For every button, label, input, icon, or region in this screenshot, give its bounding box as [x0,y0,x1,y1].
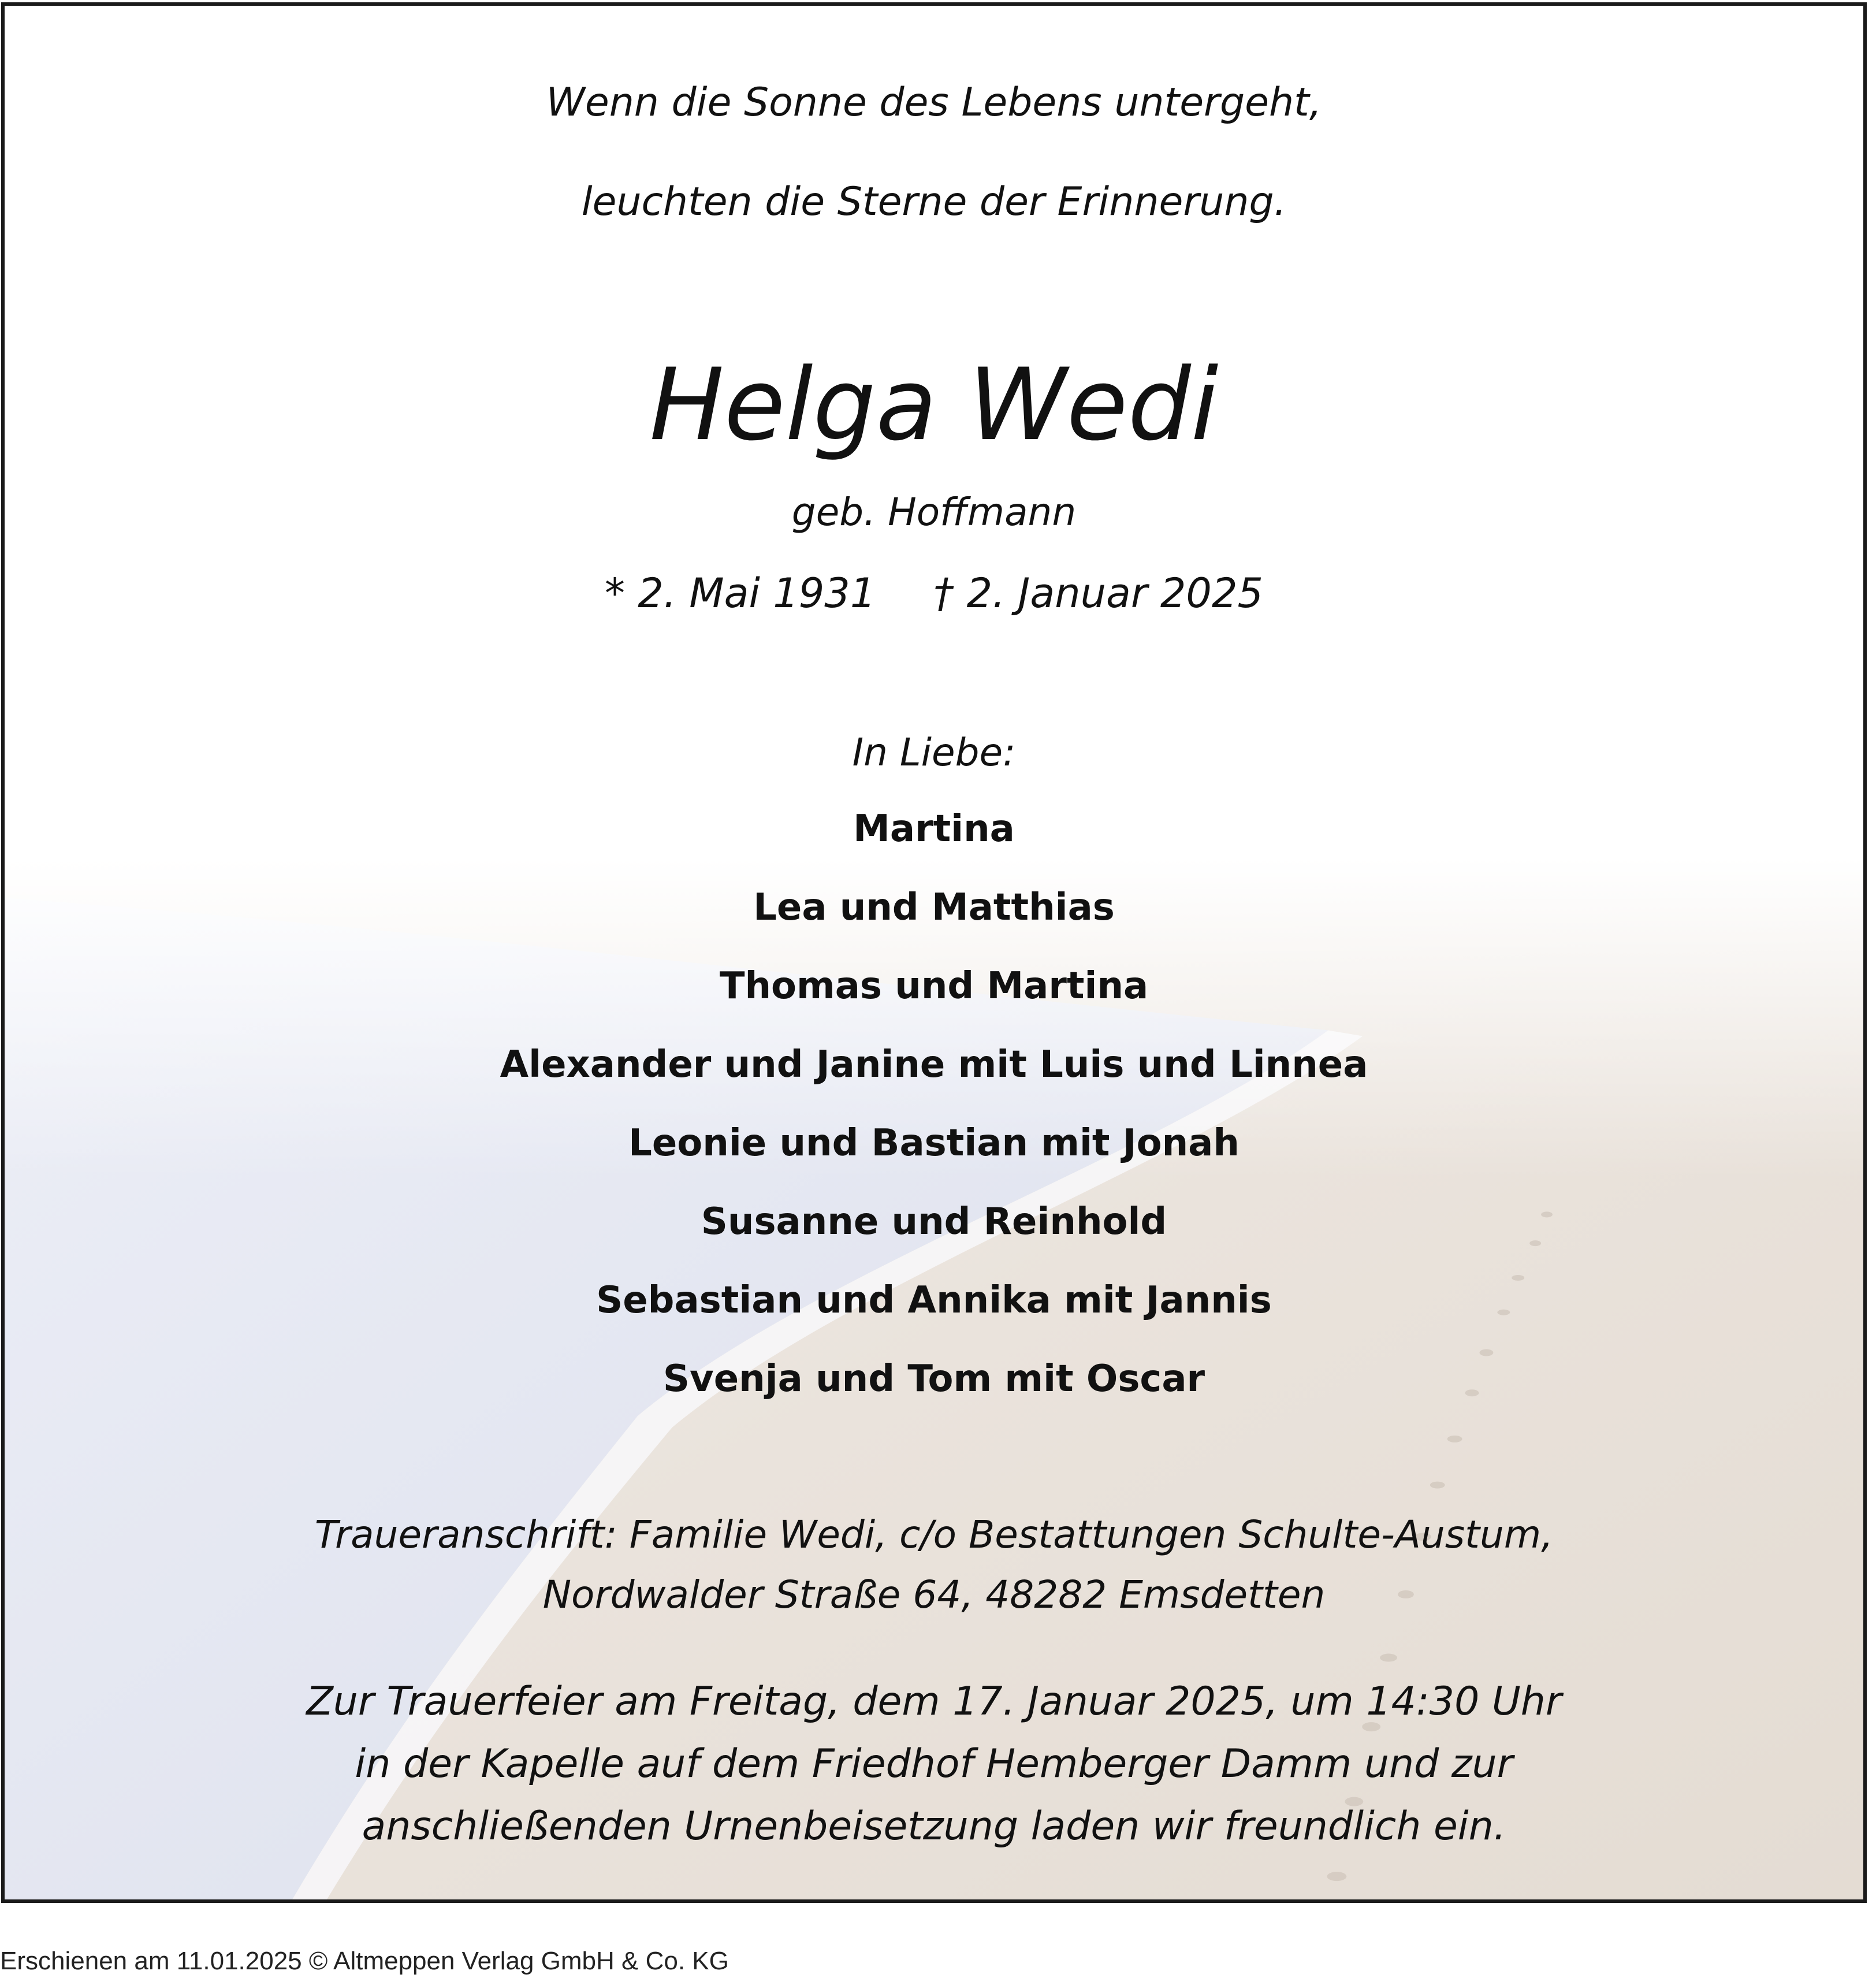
mourning-address-line-1: Traueranschrift: Familie Wedi, c/o Bestattungen Schulte-Austum, [314,1512,1554,1557]
mourner-name: Svenja und Tom mit Oscar [662,1358,1205,1400]
birth-date: * 2. Mai 1931 [604,570,876,617]
death-date: † 2. Januar 2025 [933,570,1264,617]
ceremony-line-1: Zur Trauerfeier am Freitag, dem 17. Januar 2025, um 14:30 Uhr [306,1679,1562,1724]
publication-footer: Erschienen am 11.01.2025 © Altmeppen Verlag GmbH & Co. KG [0,1947,729,1975]
mourners-intro: In Liebe: [852,730,1016,775]
quote-line-1: Wenn die Sonne des Lebens untergeht, [546,80,1322,125]
ceremony-line-2: in der Kapelle auf dem Friedhof Hemberger Damm und zur [355,1741,1513,1787]
deceased-name: Helga Wedi [649,347,1219,463]
life-dates [5,570,1863,617]
mourner-name: Martina [853,808,1015,850]
mourner-name: Leonie und Bastian mit Jonah [628,1122,1240,1165]
ceremony-line-3: anschließenden Urnenbeisetzung laden wir freundlich ein. [362,1804,1506,1849]
obituary-frame [1,2,1867,1903]
mourner-name: Alexander und Janine mit Luis und Linnea [500,1043,1368,1086]
mourner-name: Sebastian und Annika mit Jannis [596,1279,1272,1322]
mourner-name: Lea und Matthias [753,886,1115,929]
mourner-name: Thomas und Martina [719,965,1149,1007]
mourner-name: Susanne und Reinhold [701,1200,1167,1243]
mourning-address-line-2: Nordwalder Straße 64, 48282 Emsdetten [542,1572,1326,1617]
quote-line-2: leuchten die Sterne der Erinnerung. [581,179,1287,225]
maiden-name: geb. Hoffmann [791,490,1077,534]
